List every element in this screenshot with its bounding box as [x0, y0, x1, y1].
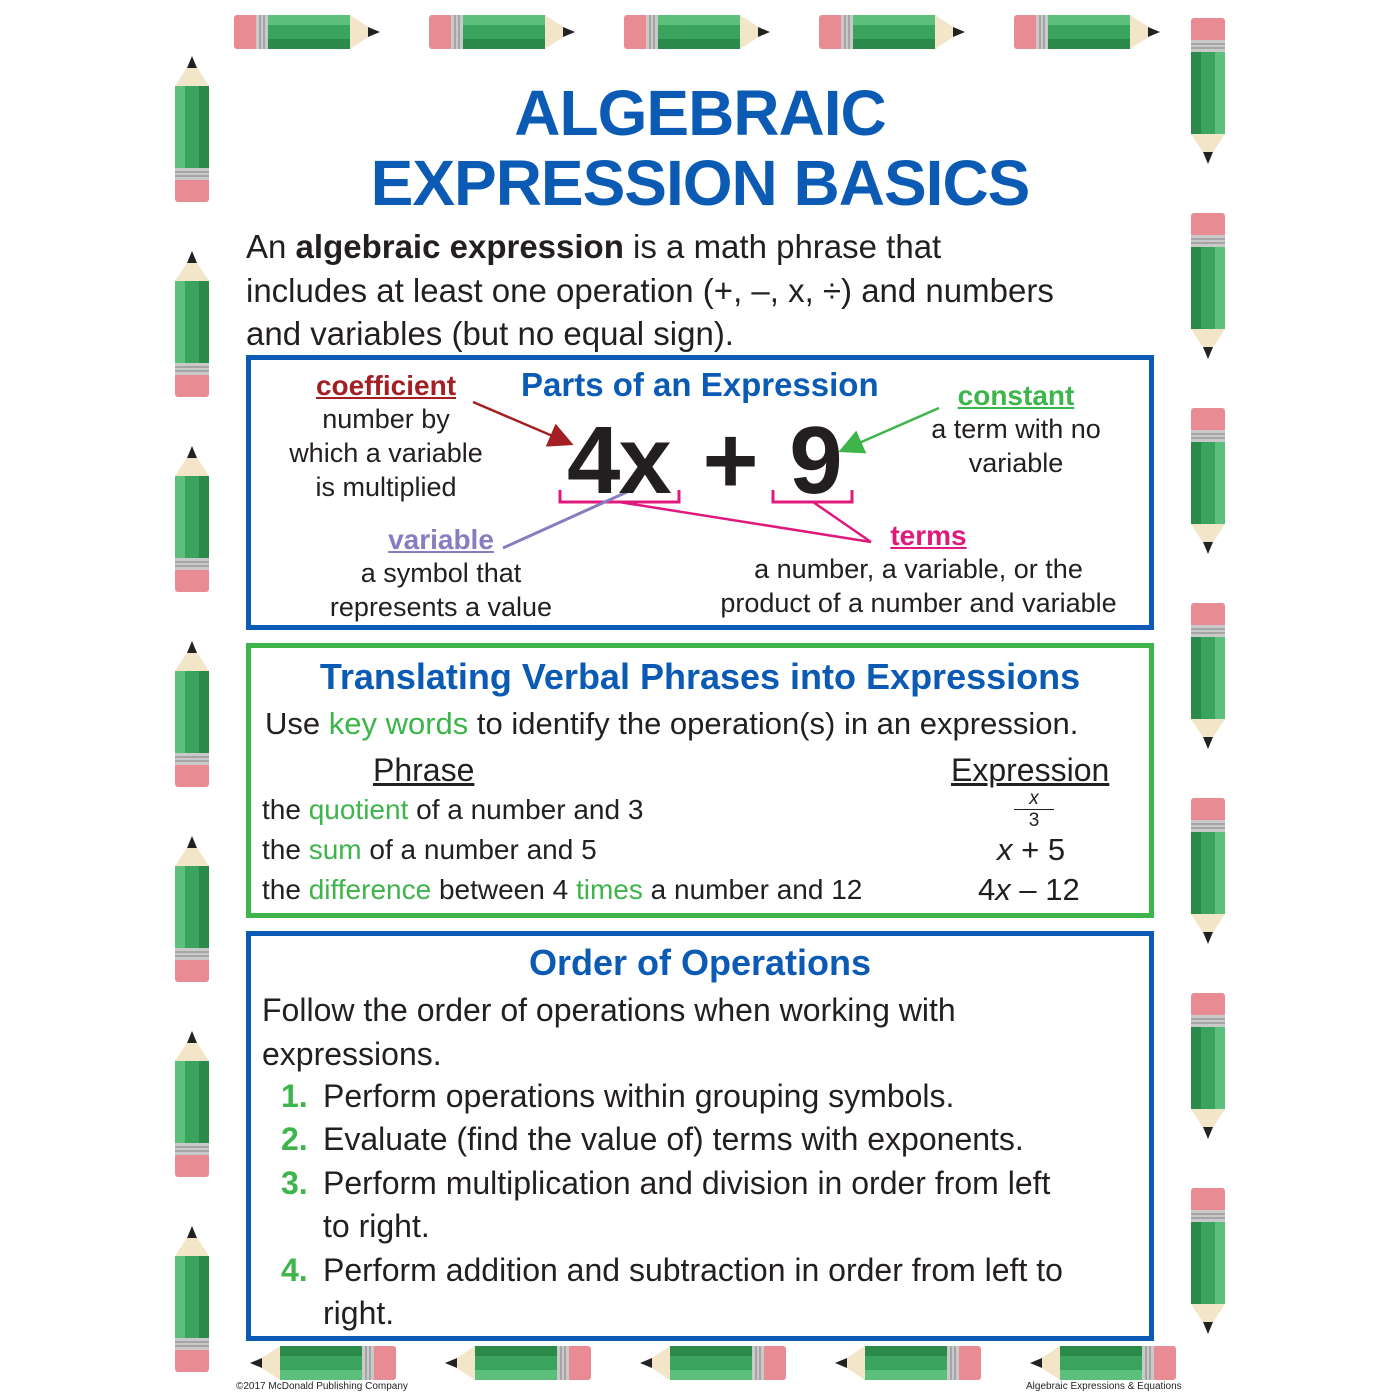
intro-definition: An algebraic expression is a math phrase that includes at least one operation (+, –, x, ÷) and numbers and variables (but no equal sign).: [246, 228, 1054, 352]
terms-annotation: terms a number, a variable, or the product of a number and variable: [691, 520, 1146, 620]
footer-series-title: Algebraic Expressions & Equations: [1026, 1381, 1182, 1392]
variable-label: variable: [388, 524, 494, 555]
expression-cell: 4x – 12: [978, 872, 1080, 907]
title-line-2: EXPRESSION BASICS: [370, 147, 1030, 219]
expression-plus: +: [702, 407, 757, 514]
key-words-highlight: key words: [328, 706, 469, 741]
terms-label: terms: [890, 520, 967, 551]
expression-4x-plus-9: [567, 406, 841, 516]
pencil-icon: [1128, 12, 1288, 172]
expression-fraction: x 3: [1014, 788, 1054, 831]
coefficient-label: coefficient: [315, 370, 457, 401]
translating-phrases-box: [246, 643, 1154, 918]
expression-cell: x + 5: [997, 832, 1066, 867]
expression-term1: 4x: [567, 407, 670, 514]
translating-heading: Translating Verbal Phrases into Expressions: [319, 656, 1081, 697]
table-row: the quotient of a number and 3: [262, 794, 644, 825]
constant-annotation: constant a term with no variable: [901, 380, 1131, 480]
parts-of-expression-box: [246, 355, 1154, 630]
translating-intro: Use key words to identify the operation(s) in an expression.: [265, 706, 1079, 741]
poster-title: [250, 78, 1150, 218]
coefficient-annotation: coefficient number by which a variable is multiplied: [266, 370, 506, 504]
column-header-expression: Expression: [951, 752, 1110, 788]
order-heading: Order of Operations: [528, 942, 872, 983]
variable-annotation: variable a symbol that represents a value: [306, 524, 576, 624]
parts-heading: Parts of an Expression: [521, 366, 879, 403]
constant-label: constant: [957, 380, 1075, 411]
order-intro: Follow the order of operations when working with expressions.: [262, 992, 956, 1072]
pencil-icon: [112, 48, 272, 208]
table-row: the sum of a number and 5: [262, 834, 597, 865]
footer-copyright: ©2017 McDonald Publishing Company: [236, 1381, 408, 1392]
title-line-1: ALGEBRAIC: [514, 77, 886, 149]
expression-term2: 9: [789, 407, 841, 514]
order-of-operations-box: Order of Operations Follow the order of operations when working with expressions. 1. Perform operations within grouping symbols. 2. Evaluate (find the value of) terms with exponents. 3. Perform multiplication and division in order from left to right. 4. Perform addition and subtraction in order from left to right.: [246, 931, 1154, 1341]
column-header-phrase: Phrase: [373, 752, 475, 788]
table-row: the difference between 4 times a number and 12: [262, 874, 863, 905]
intro-bold-term: algebraic expression: [295, 228, 624, 265]
